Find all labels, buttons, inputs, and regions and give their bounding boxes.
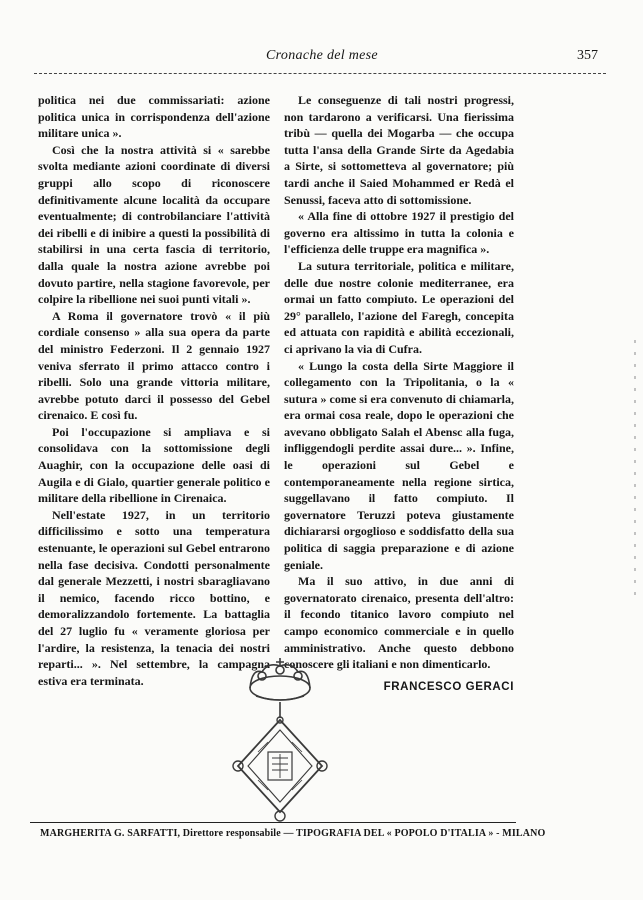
left-paragraph-4: Poi l'occupazione si ampliava e si consolidava con la sottomissione degli Auaghir, con la occupazione delle oasi di Augila e di Gialo, quartier generale politico e militare della ribellione in Cirenaica. xyxy=(38,424,270,506)
left-paragraph-1: politica nei due commissariati: azione politica unica in corrispondenza dell'azione militare unica ». xyxy=(38,93,270,141)
left-paragraph-3: A Roma il governatore trovò « il più cordiale consenso » alla sua opera da parte del ministro Federzoni. Il 2 gennaio 1927 veniva sferrato il primo attacco contro i ribelli. Solo una grande vittoria militare, avrebbe potuto darci il possesso del Gebel cirenaico. E così fu. xyxy=(38,308,270,423)
right-paragraph-3: La sutura territoriale, politica e militare, delle due nostre colonie mediterranee, era ormai un fatto compiuto. Le operazioni del 29° parallelo, l'azione del Faregh, concepita ed attuata con rapidità e abilità eccezionali, ci aprivano la via di Cufra. xyxy=(284,258,514,356)
header-rule xyxy=(34,73,606,74)
author-signature: FRANCESCO GERACI xyxy=(383,680,514,693)
seal-diamond-icon xyxy=(233,717,327,821)
right-paragraph-2: « Alla fine di ottobre 1927 il prestigio del governo era altissimo in tutta la colonia e l'efficienza delle truppe era magnifica ». xyxy=(284,209,514,257)
crown-icon xyxy=(250,658,310,700)
right-paragraph-1: Le conseguenze di tali nostri progressi, non tardarono a verificarsi. Una fierissima tribù — quella dei Mogarba — che occupa tutta l'ansa della Grande Sirte da Agedabia a Sirte, si sottometteva al governatore; più tardi anche il Saied Mohammed er Redà el Senussi, faceva atto di sottomissione. xyxy=(284,93,514,207)
page-number: 357 xyxy=(577,48,598,63)
running-title: Cronache del mese xyxy=(266,48,378,63)
right-paragraph-4: « Lungo la costa della Sirte Maggiore il collegamento con la Tripolitania, o la « sutura » come si era convenuto di chiamarla, era ormai cosa reale, dopo le operazioni che avevano obbligato Salah el Abensc alla fuga, infliggendogli perdite assai dure... ». Infine, le operazioni sul Gebel e contemporaneamente nella regione sirtica, suggellavano il fatto compiuto. Il governatore Teruzzi poteva giustamente dichiararsi orgoglioso e soddisfatto della sua politica di saggia preparazione e di azione geniale. xyxy=(284,358,514,572)
page-edge-mark xyxy=(632,340,638,600)
library-stamp-emblem xyxy=(228,658,332,828)
footer-rule xyxy=(30,822,516,823)
page-header xyxy=(38,48,606,70)
right-paragraph-5: Ma il suo attivo, in due anni di governatorato cirenaico, presenta dell'altro: il fecondo titanico lavoro compiuto nel campo economico commerciale e in quello amministrativo. Anche questo debbono conoscere gli italiani e non dimenticarlo. xyxy=(284,574,514,672)
left-paragraph-5: Nell'estate 1927, in un territorio difficilissimo e sotto una temperatura estenuante, le operazioni sul Gebel entrarono nella fase decisiva. Condotti personalmente dal generale Mezzetti, i nostri sbaragliavano il nemico, facendo ricco bottino, e demoralizzandolo fortemente. La battaglia del 27 luglio fu « veramente gloriosa per l'ardire, la resistenza, la tenacia dei nostri reparti... ». Nel settembre, la campagna estiva era terminata. xyxy=(38,507,270,688)
left-paragraph-2: Così che la nostra attività si « sarebbe svolta mediante azioni coordinate di diversi gruppi allo scopo di riconoscere definitivamente alcune località da occupare eventualmente; di controbilanciare l'attività dei ribelli e di inibire a questi la possibilità di stabilirsi in una certa fascia di territorio, dalla quale la nostra azione avrebbe poi dovuto partire, nella stagione favorevole, per colpire la ribellione nei suoi punti vitali ». xyxy=(38,142,270,307)
left-column xyxy=(38,92,270,689)
publisher-imprint: MARGHERITA G. SARFATTI, Direttore responsabile — TIPOGRAFIA DEL « POPOLO D'ITALIA » - MILANO xyxy=(40,828,546,839)
right-column xyxy=(284,92,514,695)
